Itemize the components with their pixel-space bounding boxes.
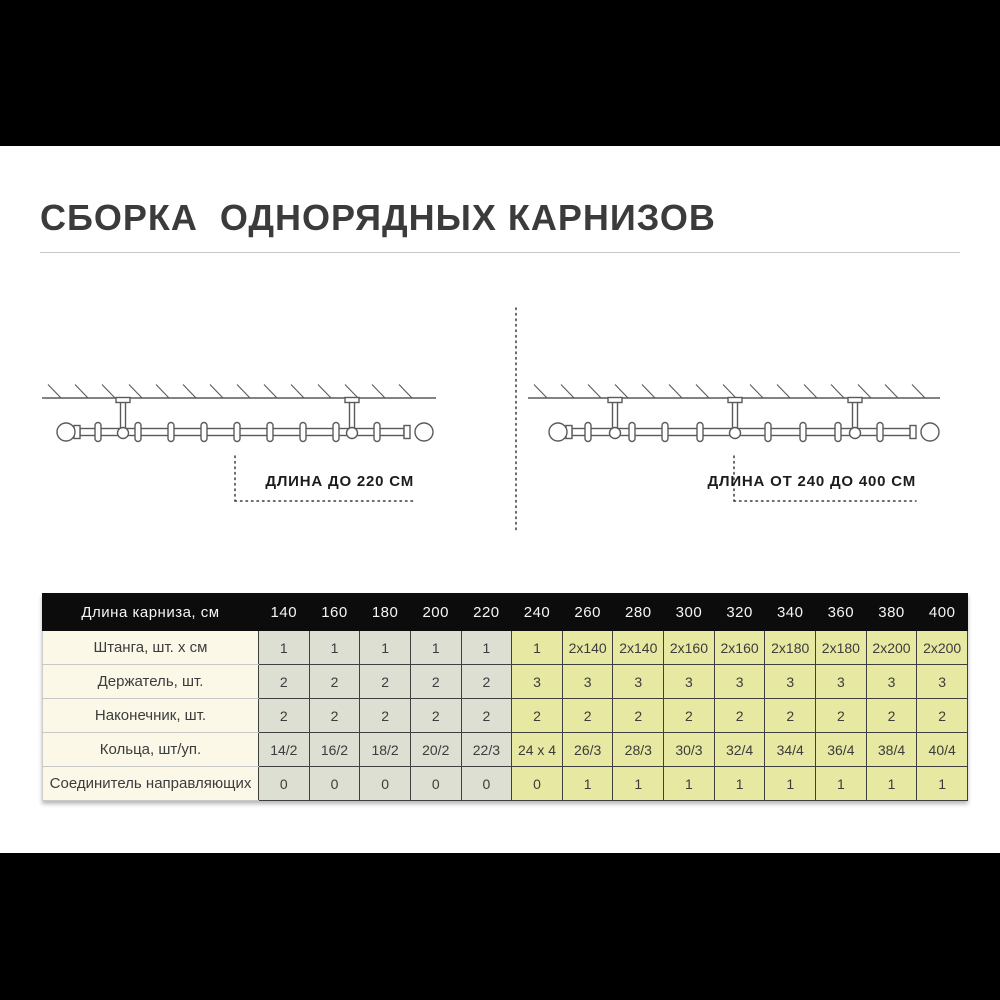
- page-title: СБОРКА ОДНОРЯДНЫХ КАРНИЗОВ: [40, 197, 716, 238]
- table-cell: 2: [512, 699, 563, 733]
- table-cell: 2: [309, 699, 360, 733]
- row-label: Держатель, шт.: [43, 665, 259, 699]
- table-cell: 3: [562, 665, 613, 699]
- column-header: 180: [360, 594, 411, 631]
- table-cell: 0: [461, 767, 512, 801]
- assembly-parts-table: [42, 593, 968, 801]
- top-letterbox-bar: [0, 0, 1000, 146]
- table-cell: 30/3: [664, 733, 715, 767]
- cornice-diagram-long: [528, 385, 940, 442]
- column-header: 140: [259, 594, 310, 631]
- table-cell: 2x160: [714, 631, 765, 665]
- row-label: Кольца, шт/уп.: [43, 733, 259, 767]
- table-cell: 3: [765, 665, 816, 699]
- table-cell: 1: [613, 767, 664, 801]
- table-cell: 2: [866, 699, 917, 733]
- table-cell: 0: [309, 767, 360, 801]
- table-cell: 2x160: [664, 631, 715, 665]
- table-row: [43, 699, 968, 733]
- row-header-length: Длина карниза, см: [43, 594, 259, 631]
- row-label: Соединитель направляющих: [43, 767, 259, 801]
- table-row: [43, 733, 968, 767]
- table-cell: 0: [360, 767, 411, 801]
- table-cell: 2: [410, 699, 461, 733]
- table-cell: 2: [410, 665, 461, 699]
- table-cell: 3: [613, 665, 664, 699]
- table-cell: 0: [410, 767, 461, 801]
- table-header-row: [43, 594, 968, 631]
- table-cell: 2: [816, 699, 867, 733]
- table-cell: 1: [714, 767, 765, 801]
- table-cell: 2x140: [613, 631, 664, 665]
- table-row: [43, 665, 968, 699]
- bottom-letterbox-bar: [0, 853, 1000, 1000]
- title-divider-line: [40, 252, 960, 253]
- table-cell: 34/4: [765, 733, 816, 767]
- row-label: Наконечник, шт.: [43, 699, 259, 733]
- table-cell: 16/2: [309, 733, 360, 767]
- table-cell: 2x180: [816, 631, 867, 665]
- column-header: 400: [917, 594, 968, 631]
- column-header: 320: [714, 594, 765, 631]
- table-cell: 1: [360, 631, 411, 665]
- table-cell: 2x200: [917, 631, 968, 665]
- table-cell: 32/4: [714, 733, 765, 767]
- table-cell: 2: [360, 699, 411, 733]
- table-cell: 1: [512, 631, 563, 665]
- table-cell: 1: [562, 767, 613, 801]
- table-cell: 1: [866, 767, 917, 801]
- table-cell: 1: [765, 767, 816, 801]
- table-cell: 2: [714, 699, 765, 733]
- table-cell: 1: [259, 631, 310, 665]
- table-cell: 2: [765, 699, 816, 733]
- column-header: 280: [613, 594, 664, 631]
- column-header: 340: [765, 594, 816, 631]
- table-cell: 0: [512, 767, 563, 801]
- table-cell: 1: [816, 767, 867, 801]
- table-cell: 2: [562, 699, 613, 733]
- table-cell: 3: [664, 665, 715, 699]
- cornice-diagram-short: [42, 385, 436, 442]
- column-header: 260: [562, 594, 613, 631]
- table-cell: 24 x 4: [512, 733, 563, 767]
- table-cell: 38/4: [866, 733, 917, 767]
- table-cell: 14/2: [259, 733, 310, 767]
- table-cell: 3: [714, 665, 765, 699]
- table-cell: 1: [461, 631, 512, 665]
- table-cell: 36/4: [816, 733, 867, 767]
- table-cell: 2: [259, 699, 310, 733]
- table-cell: 2x200: [866, 631, 917, 665]
- table-cell: 26/3: [562, 733, 613, 767]
- table-cell: 40/4: [917, 733, 968, 767]
- column-header: 160: [309, 594, 360, 631]
- table-cell: 2x180: [765, 631, 816, 665]
- column-header: 380: [866, 594, 917, 631]
- table-cell: 2: [360, 665, 411, 699]
- table-row: [43, 767, 968, 801]
- table-cell: 3: [866, 665, 917, 699]
- left-length-label: ДЛИНА ДО 220 СМ: [265, 473, 414, 490]
- table-row: [43, 631, 968, 665]
- table-cell: 18/2: [360, 733, 411, 767]
- table-cell: 2x140: [562, 631, 613, 665]
- column-header: 200: [410, 594, 461, 631]
- table-cell: 2: [309, 665, 360, 699]
- table-cell: 0: [259, 767, 310, 801]
- table-cell: 1: [917, 767, 968, 801]
- table-cell: 3: [917, 665, 968, 699]
- table-cell: 3: [816, 665, 867, 699]
- column-header: 360: [816, 594, 867, 631]
- table-cell: 2: [259, 665, 310, 699]
- table-cell: 1: [410, 631, 461, 665]
- column-header: 220: [461, 594, 512, 631]
- table-cell: 2: [461, 665, 512, 699]
- column-header: 300: [664, 594, 715, 631]
- table-cell: 2: [613, 699, 664, 733]
- table-cell: 20/2: [410, 733, 461, 767]
- right-length-label: ДЛИНА ОТ 240 ДО 400 СМ: [707, 473, 916, 490]
- table-cell: 2: [917, 699, 968, 733]
- table-cell: 3: [512, 665, 563, 699]
- table-cell: 1: [309, 631, 360, 665]
- table-cell: 1: [664, 767, 715, 801]
- table-cell: 2: [664, 699, 715, 733]
- table-cell: 2: [461, 699, 512, 733]
- column-header: 240: [512, 594, 563, 631]
- row-label: Штанга, шт. х см: [43, 631, 259, 665]
- table-cell: 28/3: [613, 733, 664, 767]
- table-cell: 22/3: [461, 733, 512, 767]
